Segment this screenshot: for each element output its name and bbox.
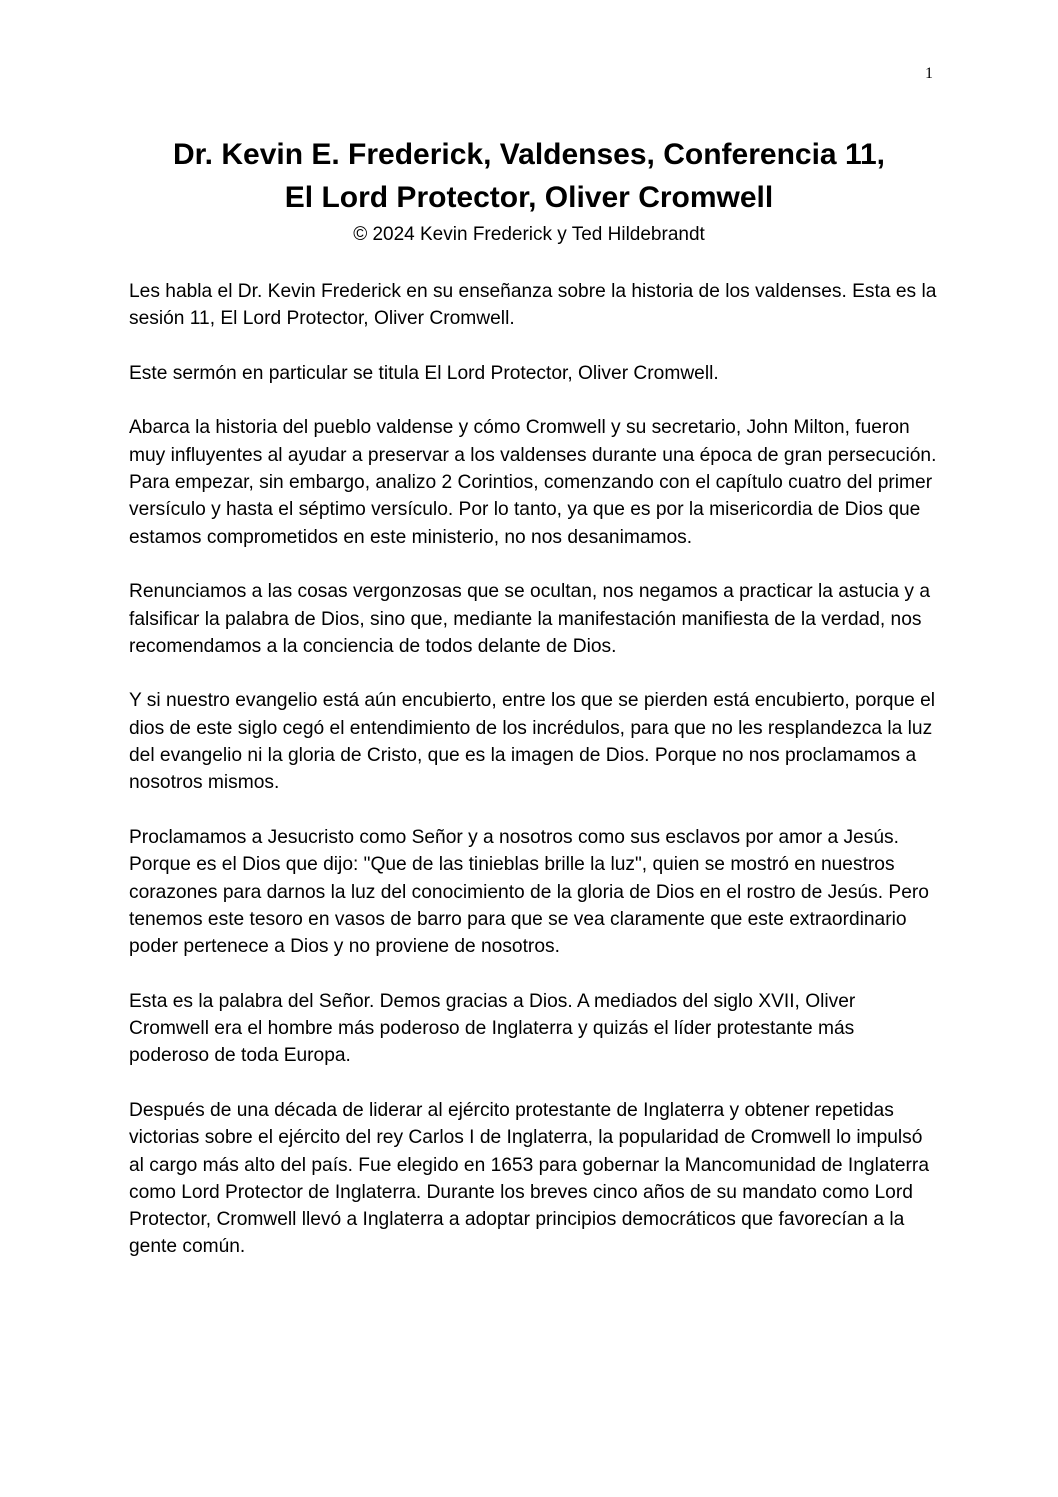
paragraph: Proclamamos a Jesucristo como Señor y a nosotros como sus esclavos por amor a Jesús. Porque es el Dios que dijo: "Que de las tinieblas brille la luz", quien se mostró en nuestros corazones para darnos la luz del conocimiento de la gloria de Dios en el rostro de Jesús. Pero tenemos este tesoro en vasos de barro para que se vea claramente que este extraordinario poder pertenece a Dios y no proviene de nosotros. — [129, 826, 929, 958]
paragraph: Después de una década de liderar al ejército protestante de Inglaterra y obtener repetidas victorias sobre el ejército del rey Carlos I de Inglaterra, la popularidad de Cromwell lo impulsó al cargo más alto del país. Fue elegido en 1653 para gobernar la Mancomunidad de Inglaterra como Lord Protector de Inglaterra. Durante los breves cinco años de su mandato como Lord Protector, Cromwell llevó a Inglaterra a adoptar principios democráticos que favorecían a la gente común. — [129, 1099, 929, 1258]
paragraph: Les habla el Dr. Kevin Frederick en su enseñanza sobre la historia de los valdenses. Esta es la sesión 11, El Lord Protector, Oliver Cromwell. — [129, 281, 937, 330]
title-line-1: Dr. Kevin E. Frederick, Valdenses, Conferencia 11, — [172, 138, 885, 171]
paragraph: Renunciamos a las cosas vergonzosas que se ocultan, nos negamos a practicar la astucia y a falsificar la palabra de Dios, sino que, mediante la manifestación manifiesta de la verdad, nos recomendamos a la conciencia de todos delante de Dios. — [129, 581, 930, 657]
page-number: 1 — [925, 65, 933, 82]
paragraph: Este sermón en particular se titula El Lord Protector, Oliver Cromwell. — [129, 362, 719, 384]
document-title — [0, 133, 1058, 219]
paragraph: Abarca la historia del pueblo valdense y cómo Cromwell y su secretario, John Milton, fueron muy influyentes al ayudar a preservar a los valdenses durante una época de gran persecución. Para empezar, sin embargo, analizo 2 Corintios, comenzando con el capítulo cuatro del primer versículo y hasta el séptimo versículo. Por lo tanto, ya que es por la misericordia de Dios que estamos comprometidos en este ministerio, no nos desanimamos. — [129, 417, 937, 548]
document-header — [0, 133, 1058, 247]
paragraph: Esta es la palabra del Señor. Demos gracias a Dios. A mediados del siglo XVII, Oliver Cromwell era el hombre más poderoso de Inglaterra y quizás el líder protestante más poderoso de toda Europa. — [129, 990, 856, 1067]
copyright-notice: © 2024 Kevin Frederick y Ted Hildebrandt — [353, 224, 705, 245]
title-line-2: El Lord Protector, Oliver Cromwell — [284, 181, 774, 214]
paragraph: Y si nuestro evangelio está aún encubierto, entre los que se pierden está encubierto, porque el dios de este siglo cegó el entendimiento de los incrédulos, para que no les resplandezca la luz del evangelio ni la gloria de Cristo, que es la imagen de Dios. Porque no nos proclamamos a nosotros mismos. — [129, 690, 936, 794]
document-body — [129, 278, 939, 1288]
